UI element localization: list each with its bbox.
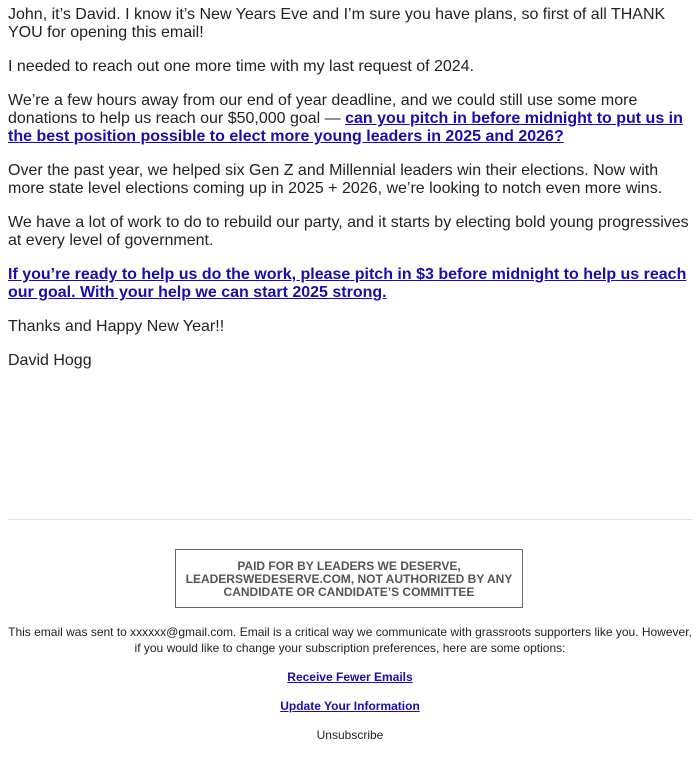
unsubscribe-link[interactable]: Unsubscribe bbox=[316, 728, 384, 742]
signature: David Hogg bbox=[8, 352, 92, 369]
pitch-in-link[interactable]: can you pitch in before midnight to put us in the best position possible to elect more young leaders in 2025 and 2026? bbox=[8, 110, 683, 145]
last-request-paragraph: I needed to reach out one more time with my last request of 2024. bbox=[8, 58, 475, 75]
past-year-paragraph: Over the past year, we helped six Gen Z and Millennial leaders win their elections. Now with more state level elections coming up in 2025 + 2026, we’re looking to notch even more wins. bbox=[8, 162, 663, 197]
rebuild-paragraph: We have a lot of work to do to rebuild our party, and it starts by electing bold young progressives at every level of government. bbox=[8, 214, 689, 249]
update-information-link[interactable]: Update Your Information bbox=[280, 699, 420, 713]
unsubscribe-row bbox=[8, 728, 692, 742]
receive-fewer-emails-link[interactable]: Receive Fewer Emails bbox=[287, 670, 413, 684]
update-info-row bbox=[8, 699, 692, 713]
subscription-note: This email was sent to xxxxxx@gmail.com. Email is a critical way we communicate with grassroots supporters like you. However, if you would like to change your subscription preferences, here are some options: bbox=[8, 625, 692, 655]
greeting-paragraph: John, it’s David. I know it’s New Years Eve and I’m sure you have plans, so first of all THANK YOU for opening this email! bbox=[8, 6, 666, 41]
donate-3-link[interactable]: If you’re ready to help us do the work, please pitch in $3 before midnight to help us reach our goal. With your help we can start 2025 strong. bbox=[8, 266, 687, 301]
deadline-paragraph bbox=[8, 92, 692, 146]
closing-paragraph: Thanks and Happy New Year!! bbox=[8, 318, 225, 335]
deadline-text: We’re a few hours away from our end of year deadline, and we could still use some more donations to help us reach our $50,000 goal — bbox=[8, 92, 638, 127]
footer-divider bbox=[8, 519, 692, 520]
paid-for-disclaimer: PAID FOR BY LEADERS WE DESERVE, LEADERSWEDESERVE.COM, NOT AUTHORIZED BY ANY CANDIDATE OR CANDIDATE’S COMMITTEE bbox=[175, 549, 523, 608]
donate-paragraph bbox=[8, 266, 692, 302]
receive-fewer-row bbox=[8, 670, 692, 684]
email-body bbox=[8, 6, 692, 386]
